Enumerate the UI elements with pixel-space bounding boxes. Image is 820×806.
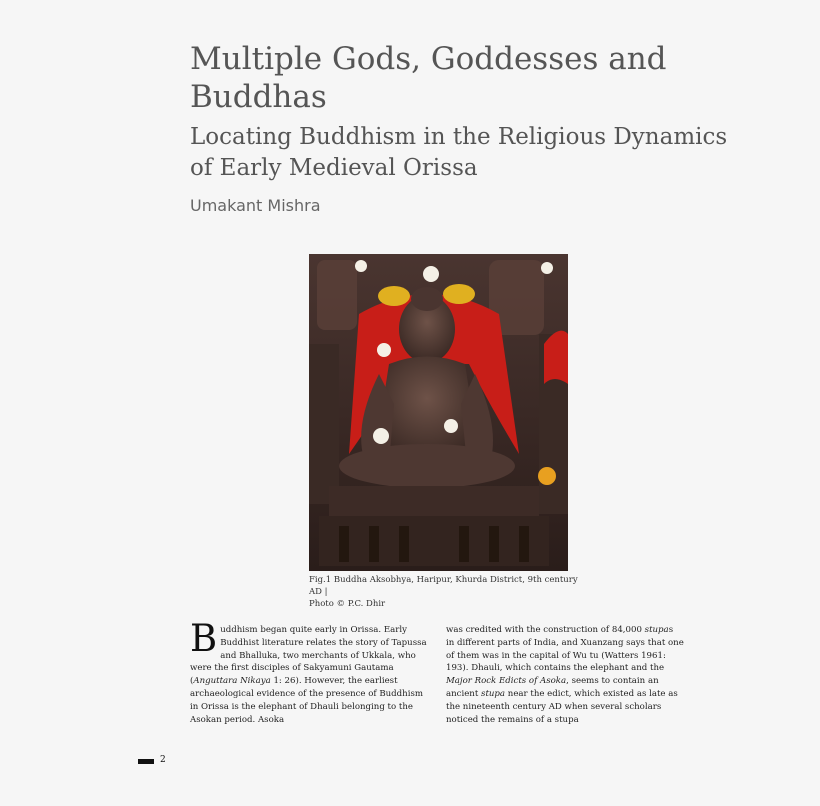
figure-caption (309, 574, 579, 610)
col2-text-b: s in different parts of India, and Xuanzang says that one of them was in the capital of Wu tu (Watters 1961: 193). Dhauli, which contains the elephant and the (446, 625, 684, 674)
buddha-statue-image (309, 254, 568, 571)
figure-buddha-photo (309, 254, 568, 571)
col2-text-d: near the edict, which existed as late as the nineteenth century AD when several scholars noticed the remains of a stupa (446, 688, 678, 725)
article-title: Multiple Gods, Goddesses and Buddhas (190, 41, 667, 115)
paragraph-right (446, 624, 684, 726)
col2-text-a: was credited with the construction of 84,000 (446, 625, 645, 635)
paragraph-left (190, 617, 428, 726)
drop-cap: B (190, 617, 218, 660)
col1-text-rest: 1: 26). However, the earliest archaeological evidence of the presence of Buddhism in Orissa is the elephant of Dhauli belonging to the Asokan period. Asoka (190, 676, 424, 725)
col2-italic-1: stupa (644, 625, 669, 635)
col2-italic-2: Major Rock Edicts of Asoka (446, 676, 567, 687)
page-number: 2 (160, 755, 166, 765)
caption-line-1: Fig.1 Buddha Aksobhya, Haripur, Khurda District, 9th century AD | (309, 575, 578, 597)
author-name: Umakant Mishra (190, 196, 321, 215)
col1-text: uddhism began quite early in Orissa. Early Buddhist literature relates the story of Tapussa and Bhalluka, two merchants of Ukkala, who were the first disciples of Sakyamuni Gautama ( (190, 625, 427, 687)
col1-italic: Anguttara Nikaya (193, 676, 271, 687)
body-column-left (190, 617, 428, 726)
caption-line-2: Photo © P.C. Dhir (309, 599, 386, 609)
article-subtitle: Locating Buddhism in the Religious Dynamics of Early Medieval Orissa (190, 124, 728, 181)
col2-text-c: , seems to contain an ancient (446, 676, 659, 699)
body-column-right (446, 624, 684, 726)
page-marker-bar (138, 759, 154, 764)
col2-italic-3: stupa (481, 688, 506, 699)
